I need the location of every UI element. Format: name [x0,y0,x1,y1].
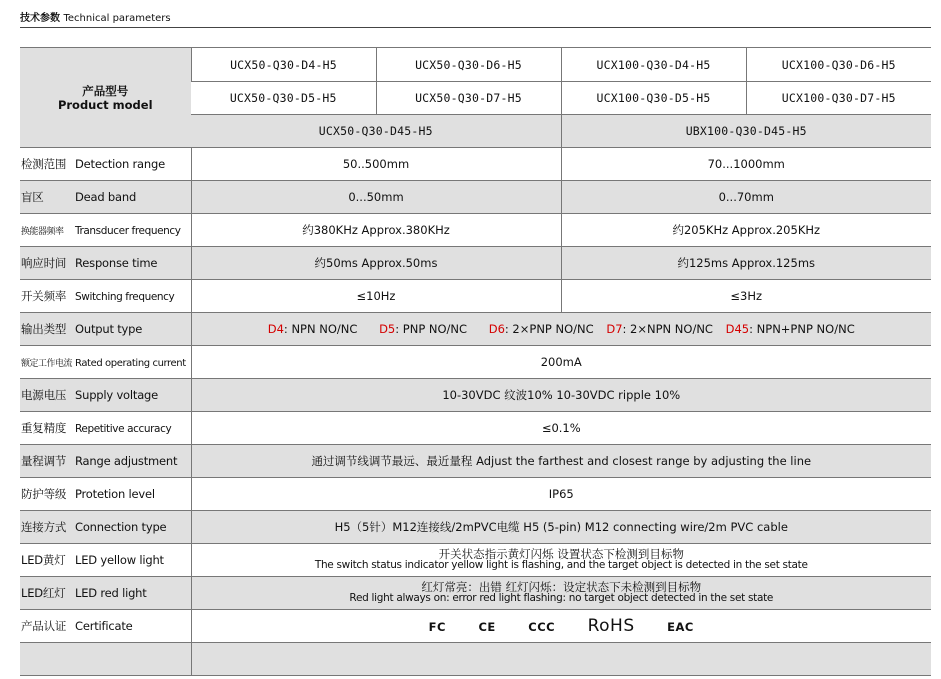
label-zh: 盲区 [21,190,44,204]
row-label [20,379,191,412]
empty-cell [20,643,191,676]
row-label [20,544,191,577]
row-label [20,280,191,313]
output-desc: : NPN NO/NC [283,322,358,336]
value-cell: 50..500mm [191,148,561,181]
value-cell: 约205KHz Approx.205KHz [561,214,931,247]
row-protection-level [20,478,931,511]
row-output-type [20,313,931,346]
value-cell: 通过调节线调节最远、最近量程 Adjust the farthest and closest range by adjusting the line [191,445,931,478]
output-desc: : 2×NPN NO/NC [622,322,713,336]
product-model-label-en: Product model [57,97,153,112]
label-en: Range adjustment [75,454,178,468]
header-divider [20,27,931,28]
label-zh: 换能器频率 [21,227,64,237]
label-zh: LED黄灯 [21,553,66,567]
value-cell [191,577,931,610]
label-en: Rated operating current [75,358,186,369]
led-red-line-zh: 红灯常亮：出错 红灯闪烁：设定状态下未检测到目标物 [421,580,702,594]
model-cell: UCX50-Q30-D45-H5 [191,115,561,148]
row-detection-range [20,148,931,181]
label-en: Certificate [75,619,133,633]
row-label [20,313,191,346]
model-cell: UCX100-Q30-D7-H5 [746,82,931,115]
label-zh: 防护等级 [21,487,67,501]
output-type-item [379,322,467,336]
row-label [20,511,191,544]
row-label [20,610,191,643]
output-code: D45 [725,322,750,336]
row-supply-voltage [20,379,931,412]
value-cell [191,544,931,577]
output-code: D5 [379,322,396,336]
value-cell: 约50ms Approx.50ms [191,247,561,280]
model-cell: UBX100-Q30-D45-H5 [561,115,931,148]
label-zh: LED红灯 [21,586,66,600]
row-certificate [20,610,931,643]
led-yellow-line-zh: 开关状态指示黄灯闪烁 设置状态下检测到目标物 [438,547,684,561]
label-en: Detection range [75,157,165,171]
product-model-label-zh: 产品型号 [82,83,129,98]
value-cell: ≤0.1% [191,412,931,445]
model-cell: UCX100-Q30-D4-H5 [561,48,746,82]
section-title-zh: 技术参数 [20,13,60,24]
row-led-red [20,577,931,610]
eac-logo-icon: EAC [667,620,694,634]
output-type-values [191,313,931,346]
row-label [20,445,191,478]
certificate-marks [191,610,931,643]
technical-parameters-table [20,47,931,676]
label-en: Response time [75,256,158,270]
value-cell: 0...70mm [561,181,931,214]
model-cell: UCX100-Q30-D5-H5 [561,82,746,115]
model-cell: UCX50-Q30-D6-H5 [376,48,561,82]
label-en: Protetion level [75,487,155,501]
label-zh: 连接方式 [21,520,67,534]
value-cell: IP65 [191,478,931,511]
row-label [20,247,191,280]
label-en: LED red light [75,586,147,600]
empty-cell [191,643,931,676]
label-en: Transducer frequency [75,225,181,237]
label-en: Connection type [75,520,167,534]
row-label [20,148,191,181]
value-cell: 10-30VDC 纹波10% 10-30VDC ripple 10% [191,379,931,412]
product-model-row-1 [20,48,931,82]
output-type-item [489,322,594,336]
row-led-yellow [20,544,931,577]
row-dead-band [20,181,931,214]
value-cell: 约125ms Approx.125ms [561,247,931,280]
product-model-label [20,48,191,148]
fcc-logo-icon: FC [428,620,446,634]
ce-logo-icon: CE [478,620,496,634]
output-code: D4 [267,322,284,336]
label-zh: 重复精度 [21,421,67,435]
model-cell: UCX50-Q30-D4-H5 [191,48,376,82]
value-cell: ≤10Hz [191,280,561,313]
value-cell: 70...1000mm [561,148,931,181]
output-type-item [726,322,855,336]
label-zh: 产品认证 [21,619,67,633]
label-en: Dead band [75,190,137,204]
label-zh: 检测范围 [21,157,67,171]
led-yellow-line-en: The switch status indicator yellow light is flashing, and the target object is detected in the set state [314,559,808,571]
model-cell: UCX50-Q30-D5-H5 [191,82,376,115]
value-cell: ≤3Hz [561,280,931,313]
row-transducer-frequency [20,214,931,247]
value-cell: H5（5针）M12连接线/2mPVC电缆 H5 (5-pin) M12 connecting wire/2m PVC cable [191,511,931,544]
section-title-en: Technical parameters [63,13,171,24]
led-red-line-en: Red light always on: error red light flashing: no target object detected in the set state [349,592,774,604]
label-zh: 开关频率 [21,289,67,303]
output-type-item [606,322,713,336]
value-cell: 0...50mm [191,181,561,214]
row-connection-type [20,511,931,544]
row-empty [20,643,931,676]
model-cell: UCX100-Q30-D6-H5 [746,48,931,82]
row-switching-frequency [20,280,931,313]
rohs-logo-icon: RoHS [587,616,635,636]
row-label [20,478,191,511]
label-en: Switching frequency [75,291,175,303]
output-desc: : PNP NO/NC [395,322,468,336]
row-label [20,181,191,214]
label-en: LED yellow light [75,553,164,567]
row-response-time [20,247,931,280]
row-repetitive-accuracy [20,412,931,445]
row-range-adjustment [20,445,931,478]
label-zh: 量程调节 [21,454,67,468]
value-cell: 约380KHz Approx.380KHz [191,214,561,247]
model-cell: UCX50-Q30-D7-H5 [376,82,561,115]
output-code: D6 [488,322,505,336]
label-zh: 电源电压 [21,388,67,402]
value-cell: 200mA [191,346,931,379]
output-desc: : 2×PNP NO/NC [504,322,594,336]
section-title [20,9,171,24]
label-zh: 输出类型 [21,322,67,336]
label-zh: 额定工作电流 [21,359,73,369]
label-en: Supply voltage [75,388,159,402]
output-type-item [268,322,358,336]
label-zh: 响应时间 [21,256,67,270]
output-code: D7 [606,322,623,336]
ccc-logo-icon: CCC [528,620,556,634]
row-label [20,577,191,610]
row-rated-current [20,346,931,379]
row-label [20,214,191,247]
output-desc: : NPN+PNP NO/NC [749,322,855,336]
row-label [20,412,191,445]
label-en: Output type [75,322,143,336]
row-label [20,346,191,379]
label-en: Repetitive accuracy [75,423,172,435]
